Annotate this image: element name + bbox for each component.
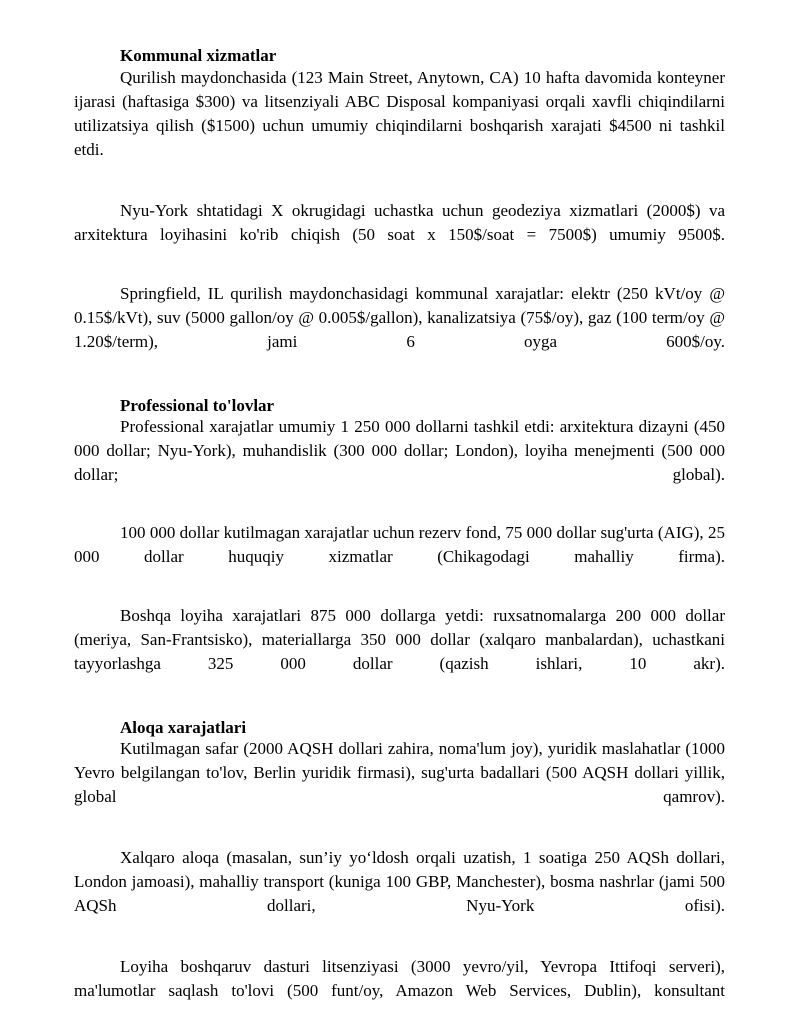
paragraph-waste-management: Qurilish maydonchasida (123 Main Street, Anytown, CA) 10 hafta davomida konteyner ijarasi (haftasiga $300) va litsenziyali ABC Disposal kompaniyasi orqali xavfli chiqindilarni utilizatsiya qilish ($1500) uchun umumiy chiqindilarni boshqarish xarajati $4500 ni tashkil etdi. <box>74 68 725 159</box>
paragraph-unexpected-travel: Kutilmagan safar (2000 AQSH dollari zahira, noma'lum joy), yuridik maslahatlar (1000 Yevro belgilangan to'lov, Berlin yuridik firmasi), sug'urta badallari (500 AQSH dollari yillik, global qamrov). <box>74 739 725 806</box>
paragraph-reserve-fund: 100 000 dollar kutilmagan xarajatlar uchun rezerv fond, 75 000 dollar sug'urta (AIG), 25 000 dollar huquqiy xizmatlar (Chikagodagi mahalliy firma). <box>74 523 725 566</box>
section-heading-kommunal: Kommunal xizmatlar <box>120 46 277 65</box>
paragraph-international-communication: Xalqaro aloqa (masalan, sun’iy yo‘ldosh orqali uzatish, 1 soatiga 250 AQSh dollari, London jamoasi), mahalliy transport (kuniga 100 GBP, Manchester), bosma nashrlar (jami 500 AQSh dollari, Nyu-York ofisi). <box>74 848 725 915</box>
section-heading-professional: Professional to'lovlar <box>120 396 275 415</box>
paragraph-geodesy-services: Nyu-York shtatidagi X okrugidagi uchastka uchun geodeziya xizmatlari (2000$) va arxitektura loyihasini ko'rib chiqish (50 soat x 150$/soat = 7500$) umumiy 9500$. <box>74 201 725 244</box>
section-heading-aloqa: Aloqa xarajatlari <box>120 718 247 737</box>
paragraph-utility-costs: Springfield, IL qurilish maydonchasidagi kommunal xarajatlar: elektr (250 kVt/oy @ 0.15$/kVt), suv (5000 gallon/oy @ 0.005$/gallon), kanalizatsiya (75$/oy), gaz (100 term/oy @ 1.20$/term), jami 6 oyga 600$/oy. <box>74 284 725 351</box>
paragraph-professional-costs: Professional xarajatlar umumiy 1 250 000 dollarni tashkil etdi: arxitektura dizayni (450 000 dollar; Nyu-York), muhandislik (300 000 dollar; London), loyiha menejmenti (500 000 dollar; global). <box>74 417 725 484</box>
paragraph-other-project-costs: Boshqa loyiha xarajatlari 875 000 dollarga yetdi: ruxsatnomalarga 200 000 dollar (meriya, San-Frantsisko), materiallarga 350 000 dollar (xalqaro manbalardan), uchastkani tayyorlashga 325 000 dollar (qazish ishlari, 10 akr). <box>74 606 725 673</box>
paragraph-software-license: Loyiha boshqaruv dasturi litsenziyasi (3000 yevro/yil, Yevropa Ittifoqi serveri), ma'lumotlar saqlash to'lovi (500 funt/oy, Amazon Web Services, Dublin), konsultant <box>74 957 725 1000</box>
